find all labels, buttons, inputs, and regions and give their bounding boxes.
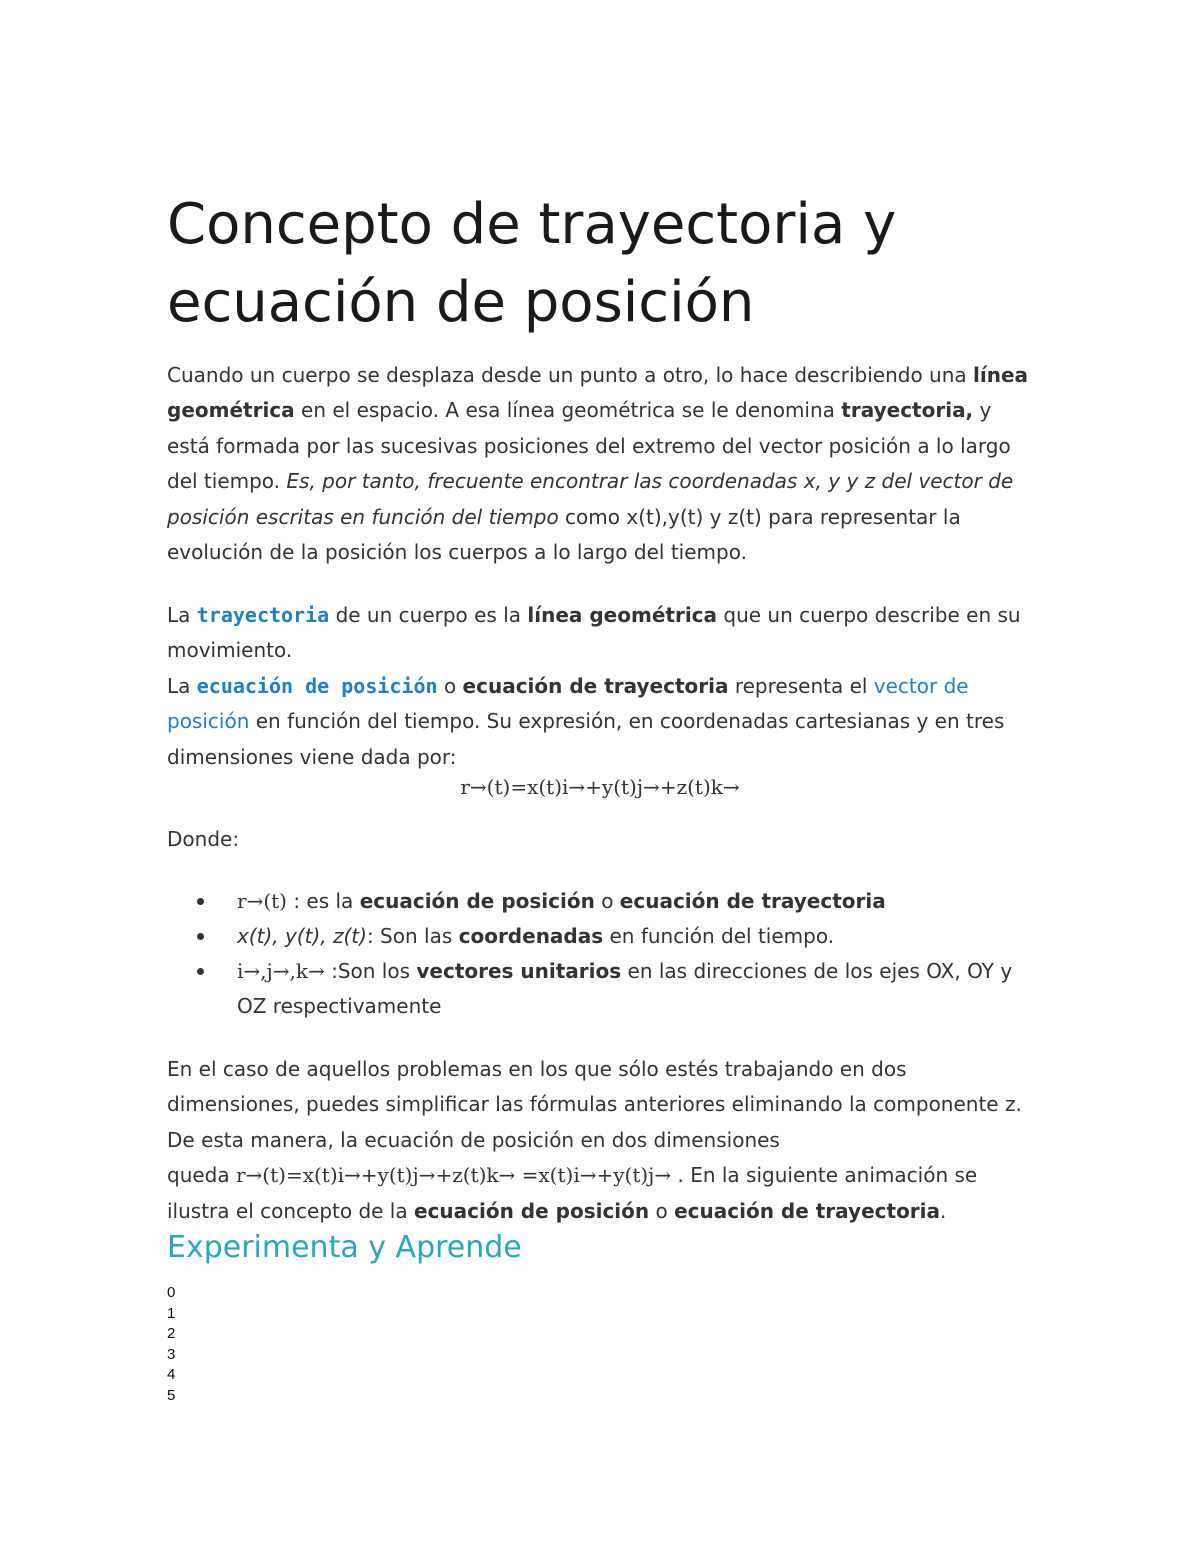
vector-de-posicion-link[interactable]: vector de posición (167, 674, 969, 734)
bullet-bold: ecuación de posición (359, 889, 595, 913)
bullet-icon (197, 933, 204, 940)
list-item: 1 (167, 1304, 176, 1322)
ec-text-4: en función del tiempo. Su expresión, en coordenadas cartesianas y en tres dimensiones viene dada por: (167, 709, 1005, 769)
bullet-formula: i→,j→,k→ (237, 959, 325, 983)
bullet-text: :Son los (324, 959, 417, 983)
position-equation-formula: r→(t)=x(t)i→+y(t)j→+z(t)k→ (460, 775, 740, 799)
twod-text-6: . (940, 1198, 947, 1223)
ec-text-3: representa el (728, 674, 874, 698)
number-list (167, 1283, 175, 1406)
bullet-text: en las direcciones de los ejes OX, OY y OZ respectivamente (237, 959, 1013, 1018)
intro-bold-trayectoria: trayectoria, (841, 398, 974, 423)
ec-text-2: o (437, 674, 463, 698)
def-text-2: de un cuerpo es la (329, 603, 528, 627)
twod-bold-ecuacion-de-posicion: ecuación de posición (413, 1198, 650, 1223)
twod-text-1: En el caso de aquellos problemas en los que sólo estés trabajando en dos dimensiones, puedes simplificar las fórmulas anteriores eliminando la componente z. De esta manera, la ecuación de posición en dos dimensiones (167, 1057, 1022, 1152)
ecuacion-definition (167, 669, 1033, 775)
def-text-1: La (167, 603, 197, 627)
bullet-text: : Son las (366, 924, 459, 948)
bullet-icon (197, 898, 204, 905)
bullet-text: en función del tiempo. (603, 924, 835, 948)
ec-text-1: La (167, 674, 197, 698)
intro-text-2: en el espacio. A esa línea geométrica se le denomina (294, 398, 842, 423)
bullet-bold: ecuación de trayectoria (619, 889, 886, 913)
ec-bold-ecuacion-de-trayectoria: ecuación de trayectoria (462, 674, 729, 698)
list-item: 2 (167, 1325, 176, 1342)
twod-formula-2d: x(t)i→+y(t)j→ (538, 1163, 672, 1188)
highlight-trayectoria: trayectoria (196, 603, 330, 627)
bullet-icon (197, 968, 204, 975)
twod-text-3: = (515, 1163, 539, 1188)
list-item: 5 (167, 1386, 176, 1404)
list-item (167, 954, 1033, 1024)
twod-bold-ecuacion-de-trayectoria: ecuación de trayectoria (674, 1198, 941, 1223)
intro-text-3: y está formada por las sucesivas posiciones del extremo del vector posición a lo largo del tiempo. (167, 398, 1011, 494)
intro-italic-text: Es, por tanto, frecuente encontrar las coordenadas x, y y z del vector de posición escritas en función del tiempo (167, 469, 1014, 529)
list-item: 3 (167, 1345, 176, 1363)
page-title: Concepto de trayectoria y ecuación de posición (167, 192, 897, 335)
twod-text-4: . En la siguiente animación se ilustra el concepto de la (167, 1163, 978, 1223)
intro-text-1: Cuando un cuerpo se desplaza desde un punto a otro, lo hace describiendo una (167, 363, 973, 387)
bullet-formula: r→(t) (237, 889, 287, 913)
two-dimensions-paragraph (167, 1052, 1033, 1229)
list-item: 4 (167, 1366, 176, 1383)
highlight-ecuacion-de-posicion: ecuación de posición (196, 674, 438, 698)
bullet-italic: x(t), y(t), z(t) (237, 924, 367, 948)
def-bold-linea-geometrica: línea geométrica (527, 603, 718, 627)
list-item: 0 (167, 1284, 176, 1301)
trayectoria-definition (167, 598, 1033, 669)
intro-text-4: como x(t),y(t) y z(t) para representar la evolución de la posición los cuerpos a lo largo del tiempo. (167, 504, 961, 565)
twod-text-2: queda (167, 1163, 236, 1188)
list-item (167, 919, 1033, 954)
def-text-3: que un cuerpo describe en su movimiento. (167, 603, 1021, 663)
section-subtitle: Experimenta y Aprende (167, 1230, 522, 1265)
bullet-bold: coordenadas (458, 924, 604, 948)
intro-paragraph (167, 358, 1033, 570)
definitions-list (167, 884, 1033, 1024)
bullet-bold: vectores unitarios (416, 959, 622, 983)
bullet-text: : es la (286, 889, 360, 913)
bullet-text: o (594, 889, 620, 913)
list-item (167, 884, 1033, 919)
donde-label: Donde: (167, 827, 240, 851)
twod-text-5: o (649, 1198, 675, 1223)
intro-bold-linea-geometrica: línea geométrica (167, 363, 1029, 423)
twod-formula-3d: r→(t)=x(t)i→+y(t)j→+z(t)k→ (235, 1163, 516, 1188)
